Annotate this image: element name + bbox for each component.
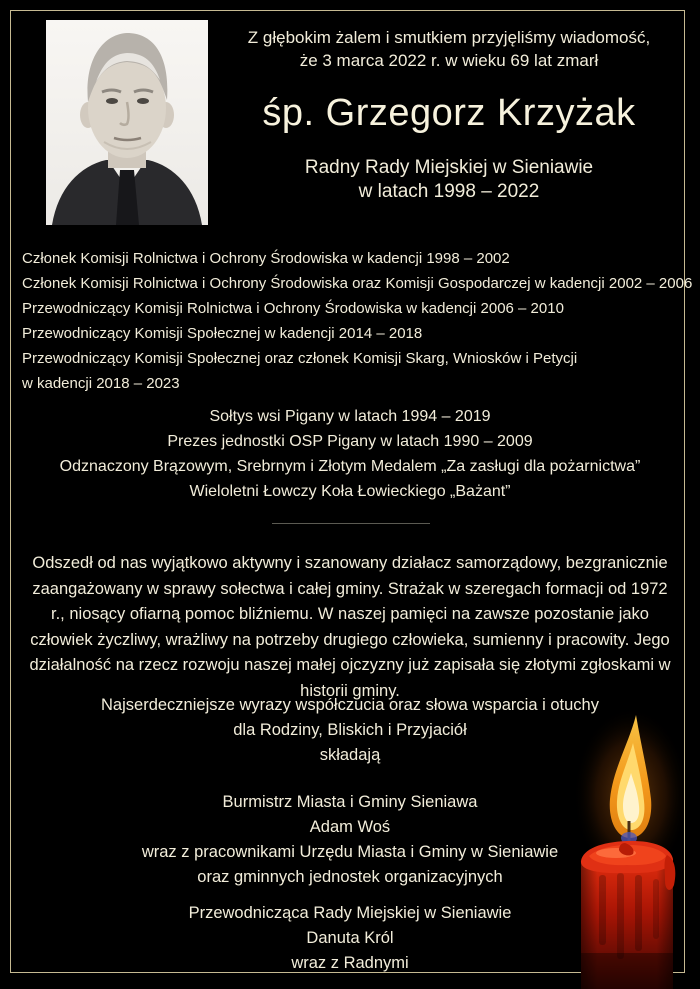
header-block	[216, 26, 682, 204]
signatory-line: Danuta Król	[306, 929, 394, 947]
honor-item: Prezes jednostki OSP Pigany w latach 1990 – 2009	[167, 433, 533, 450]
honor-item: Sołtys wsi Pigany w latach 1994 – 2019	[209, 408, 491, 425]
role-block	[216, 156, 682, 204]
position-item: Członek Komisji Rolnictwa i Ochrony Środowiska oraz Komisji Gospodarczej w kadencji 2002 – 2006	[22, 275, 693, 292]
signatory-line: wraz z Radnymi	[291, 954, 409, 972]
position-item: Przewodniczący Komisji Społecznej w kadencji 2014 – 2018	[22, 325, 423, 342]
position-item: Przewodniczący Komisji Społecznej oraz członek Komisji Skarg, Wniosków i Petycji	[22, 350, 578, 367]
section-divider	[272, 523, 430, 524]
position-item: w kadencji 2018 – 2023	[22, 375, 180, 392]
condolence-line-3: składają	[319, 746, 381, 764]
portrait-photo	[46, 20, 208, 225]
position-item: Przewodniczący Komisji Rolnictwa i Ochrony Środowiska w kadencji 2006 – 2010	[22, 300, 564, 317]
role-line-1: Radny Rady Miejskiej w Sieniawie	[304, 157, 594, 178]
signatory-line: wraz z pracownikami Urzędu Miasta i Gminy w Sieniawie	[141, 843, 559, 861]
deceased-name: śp. Grzegorz Krzyżak	[262, 92, 636, 134]
memorial-candle-image	[569, 703, 687, 989]
signatory-line: oraz gminnych jednostek organizacyjnych	[197, 868, 503, 886]
signatory-line: Burmistrz Miasta i Gminy Sieniawa	[222, 793, 478, 811]
tribute-paragraph: Odszedł od nas wyjątkowo aktywny i szanowany działacz samorządowy, bezgranicznie zaangażowany w sprawy sołectwa i całej gminy. Strażak w szeregach formacji od 1972 r., niosący ofiarną pomoc bliźniemu. W naszej pamięci na zawsze pozostanie jako człowiek życzliwy, wrażliwy na potrzeby drugiego człowieka, sumienny i pracowity. Jego działalność na rzecz rozwoju naszej małej ojczyzny już zapisała się złotymi zgłoskami w historii gminy.	[29, 554, 671, 700]
honor-item: Wieloletni Łowczy Koła Łowieckiego „Bażant”	[189, 483, 511, 500]
signatory-line: Adam Woś	[309, 818, 391, 836]
intro-line-2: że 3 marca 2022 r. w wieku 69 lat zmarł	[299, 51, 599, 70]
role-line-2: w latach 1998 – 2022	[358, 181, 540, 202]
condolence-line-2: dla Rodziny, Bliskich i Przyjaciół	[233, 721, 467, 739]
condolence-line-1: Najserdeczniejsze wyrazy współczucia oraz słowa wsparcia i otuchy	[101, 696, 599, 714]
honor-item: Odznaczony Brązowym, Srebrnym i Złotym Medalem „Za zasługi dla pożarnictwa”	[59, 458, 641, 475]
positions-list	[22, 246, 693, 396]
intro-line-1: Z głębokim żalem i smutkiem przyjęliśmy wiadomość,	[247, 28, 651, 47]
position-item: Członek Komisji Rolnictwa i Ochrony Środowiska w kadencji 1998 – 2002	[22, 250, 510, 267]
signatory-line: Przewodnicząca Rady Miejskiej w Sieniawie	[188, 904, 512, 922]
honors-list	[0, 404, 700, 504]
